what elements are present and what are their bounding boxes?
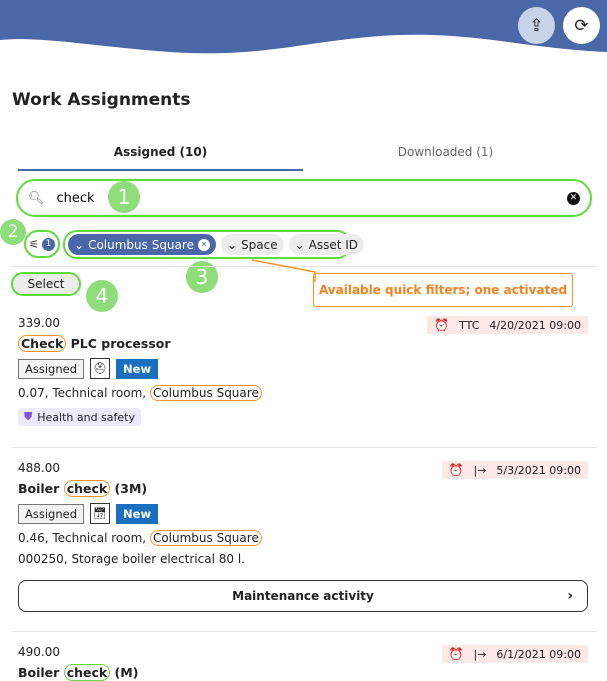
page-title: Work Assignments (12, 90, 191, 110)
quick-filter-asset-id[interactable] (289, 234, 364, 255)
highlight: check (64, 664, 111, 681)
search-bar (16, 179, 592, 217)
alarm-icon: ⏰ (448, 463, 464, 477)
highlight: Columbus Square (150, 385, 262, 401)
remove-filter-icon[interactable]: ✕ (198, 239, 210, 251)
marker-4: 4 (86, 280, 118, 312)
marker-3: 3 (186, 261, 218, 293)
chip-label: Asset ID (308, 237, 359, 252)
name-text: (3M) (110, 481, 148, 496)
callout-note: Available quick filters; one activated (313, 273, 573, 307)
maintenance-activity-button[interactable] (18, 580, 588, 612)
item-name (18, 665, 588, 680)
new-badge: New (116, 359, 158, 379)
due-date: 4/20/2021 09:00 (489, 318, 581, 332)
due-date: 6/1/2021 09:00 (496, 647, 581, 661)
new-badge: New (116, 504, 158, 524)
marker-1: 1 (108, 181, 140, 213)
tag-label: Health and safety (37, 410, 135, 424)
name-text: Boiler (18, 481, 64, 496)
chip-label: Space (241, 237, 278, 252)
select-button[interactable]: Select (11, 272, 81, 296)
chip-label: Columbus Square (88, 237, 194, 252)
item-location (18, 386, 588, 400)
refresh-icon: ⟳ (574, 15, 589, 36)
name-text: (M) (110, 665, 139, 680)
item-number: 488.00 (18, 461, 60, 475)
alarm-icon: ⏰ (448, 647, 464, 661)
highlight: check (64, 480, 111, 497)
upload-icon: ⇪ (529, 15, 544, 36)
due-date-badge (427, 316, 588, 334)
list-item[interactable] (18, 645, 588, 680)
status-badge: Assigned (18, 504, 84, 524)
list-item[interactable] (18, 316, 588, 426)
marker-2: 2 (0, 219, 26, 245)
filter-icon: ⚟ (29, 237, 39, 251)
filter-count: 1 (42, 238, 55, 251)
calendar-icon: 📅︎ (90, 503, 110, 524)
item-location (18, 531, 588, 545)
name-text: Boiler (18, 665, 64, 680)
item-number: 339.00 (18, 316, 60, 330)
name-text: PLC processor (66, 336, 171, 351)
chevron-down-icon: ⌄ (74, 237, 85, 252)
item-name (18, 481, 588, 496)
due-label: |→ (473, 463, 487, 477)
item-number: 490.00 (18, 645, 60, 659)
filter-button[interactable] (24, 230, 60, 258)
category-tag (18, 408, 141, 426)
divider (12, 631, 597, 632)
tab-downloaded[interactable]: Downloaded (1) (397, 145, 494, 159)
status-badge: Assigned (18, 359, 84, 379)
list-item[interactable] (18, 461, 588, 612)
button-label: Maintenance activity (232, 589, 374, 603)
upload-button[interactable] (518, 7, 555, 44)
divider (12, 447, 597, 448)
location-text: 0.07, Technical room, (18, 386, 150, 400)
search-icon: 🔍︎ (28, 190, 45, 206)
due-date-badge (442, 645, 589, 663)
quick-filters (63, 230, 359, 259)
item-name (18, 336, 588, 351)
shield-icon: ⛊ (24, 410, 33, 423)
refresh-button[interactable] (563, 7, 600, 44)
due-label: |→ (473, 647, 487, 661)
item-asset: 000250, Storage boiler electrical 80 l. (18, 552, 245, 566)
location-text: 0.46, Technical room, (18, 531, 150, 545)
alarm-icon: ⏰ (434, 318, 450, 332)
clear-search-button[interactable]: ✕ (567, 192, 580, 205)
chevron-down-icon: ⌄ (226, 237, 238, 252)
header-wave (0, 0, 607, 70)
chevron-right-icon: › (567, 588, 573, 604)
highlight: Columbus Square (150, 530, 262, 546)
tab-assigned[interactable]: Assigned (10) (18, 140, 303, 171)
highlight: Check (18, 335, 66, 352)
chevron-down-icon: ⌄ (294, 237, 305, 252)
callout-pointer (250, 258, 320, 284)
quick-filter-space[interactable] (221, 234, 284, 255)
quick-filter-columbus-square[interactable] (68, 234, 216, 255)
due-label: TTC (459, 318, 480, 332)
helmet-icon: ⛑ (90, 358, 110, 379)
due-date: 5/3/2021 09:00 (496, 463, 581, 477)
due-date-badge (442, 461, 589, 479)
tabs (18, 140, 588, 171)
